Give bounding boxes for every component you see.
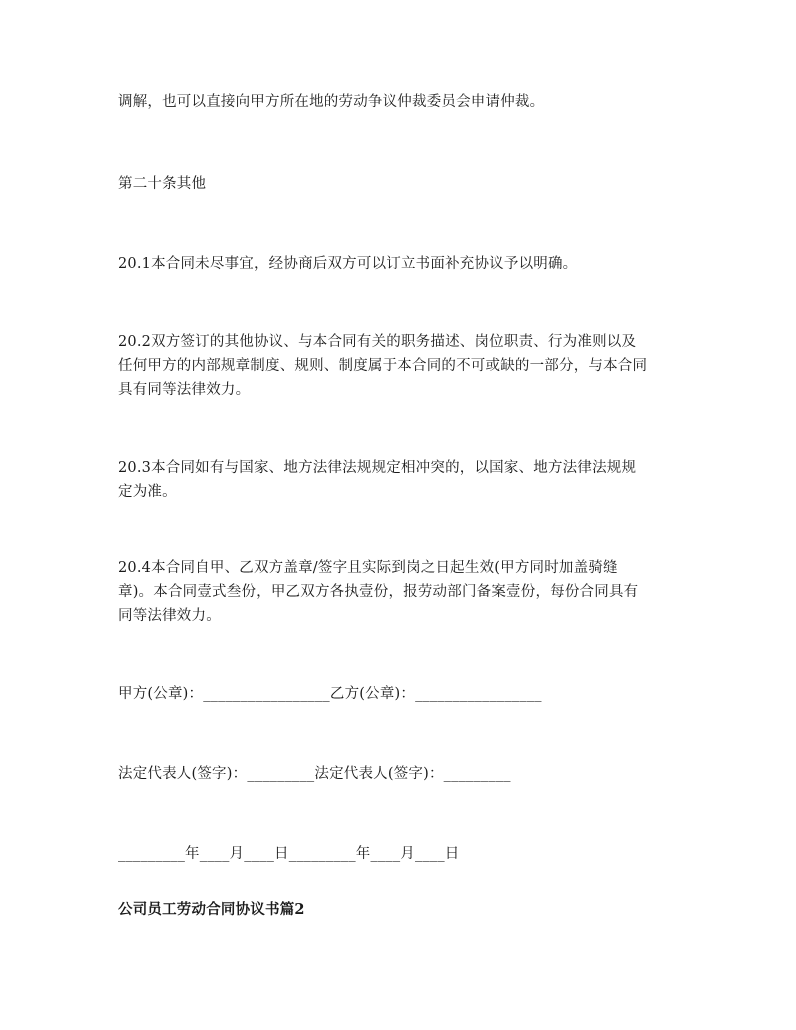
clause-20-3-line: 定为准。 <box>118 484 177 500</box>
clause-20-1: 20.1本合同未尽事宜，经协商后双方可以订立书面补充协议予以明确。 <box>118 256 578 272</box>
clause-20-2-line: 20.2双方签订的其他协议、与本合同有关的职务描述、岗位职责、行为准则以及 <box>118 334 637 350</box>
clause-20-2-line: 任何甲方的内部规章制度、规则、制度属于本合同的不可或缺的一部分，与本合同 <box>118 358 648 374</box>
clause-20-3-line: 20.3本合同如有与国家、地方法律法规规定相冲突的，以国家、地方法律法规规 <box>118 460 637 476</box>
clause-20-3 <box>118 456 688 504</box>
clause-20-4-line: 20.4本合同自甲、乙双方盖章/签字且实际到岗之日起生效(甲方同时加盖骑缝 <box>118 560 618 576</box>
seal-line: 甲方(公章)：_________________乙方(公章)：_________________ <box>118 686 542 702</box>
clause-20-4-line: 同等法律效力。 <box>118 608 221 624</box>
section-heading: 公司员工劳动合同协议书篇2 <box>118 901 305 918</box>
clause-20-2 <box>118 330 688 402</box>
date-line: _________年____月____日_________年____月____日 <box>118 846 460 862</box>
paragraph-arbitration-continuation: 调解，也可以直接向甲方所在地的劳动争议仲裁委员会申请仲裁。 <box>118 94 545 110</box>
article-20-title: 第二十条其他 <box>118 176 207 192</box>
clause-20-4-line: 章)。本合同壹式叁份，甲乙双方各执壹份，报劳动部门备案壹份，每份合同具有 <box>118 584 639 600</box>
clause-20-4 <box>118 556 688 628</box>
clause-20-2-line: 具有同等法律效力。 <box>118 382 251 398</box>
signature-line: 法定代表人(签字)：_________法定代表人(签字)：_________ <box>118 766 511 782</box>
